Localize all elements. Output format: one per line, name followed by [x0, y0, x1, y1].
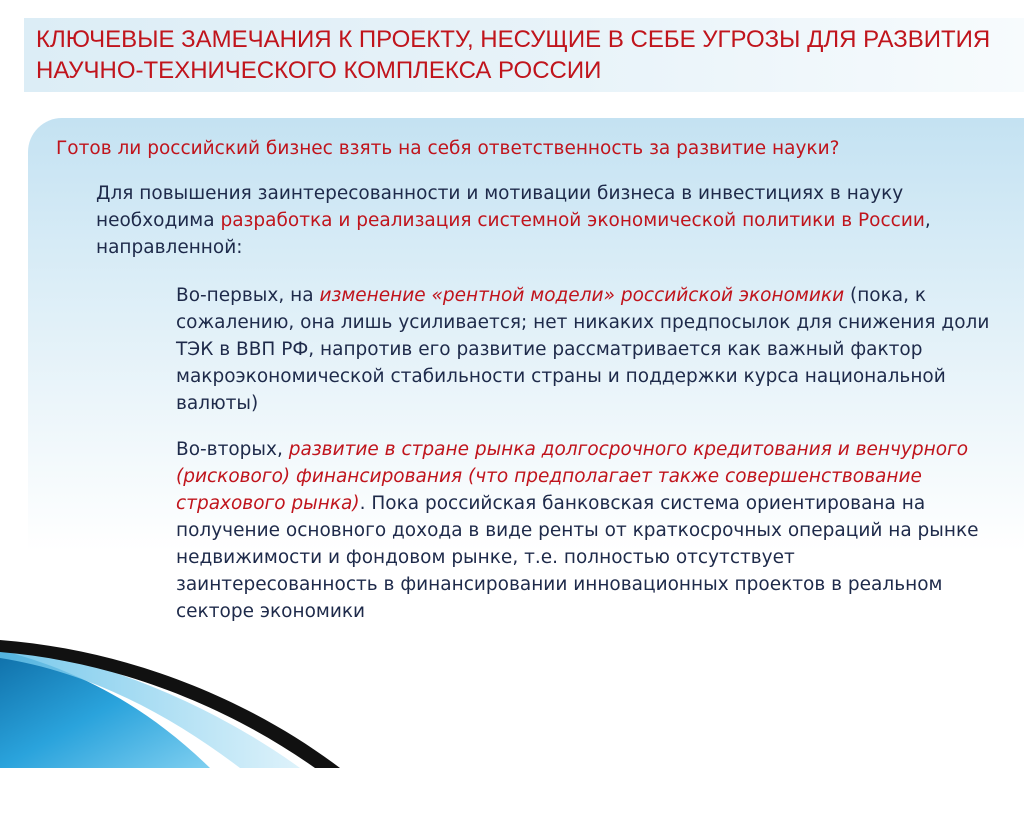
paragraph-2-intro: Во-первых, на [176, 285, 320, 306]
question-heading: Готов ли российский бизнес взять на себя ответственность за развитие науки? [56, 138, 840, 159]
paragraph-3-tail: . Пока российская банковская система ориентирована на получение основного дохода в виде ренты от краткосрочных операций на рынке недвижимости и фондовом рынке, т.е. полностью отсутствует заинтересованность в финансировании инновационных проектов в реальном секторе экономики [176, 493, 979, 622]
paragraph-3-intro: Во-вторых, [176, 439, 289, 460]
paragraph-1-highlight: разработка и реализация системной экономической политики в России [220, 210, 925, 231]
slide-title: КЛЮЧЕВЫЕ ЗАМЕЧАНИЯ К ПРОЕКТУ, НЕСУЩИЕ В СЕБЕ УГРОЗЫ ДЛЯ РАЗВИТИЯ НАУЧНО-ТЕХНИЧЕСКОГО КОМПЛЕКСА РОССИИ [36, 26, 991, 84]
paragraph-1-intro: Для повышения заинтересованности и мотивации бизнеса в инвестициях в науку необходима [96, 183, 904, 231]
paragraph-1-tail: , направленной: [96, 210, 931, 258]
paragraph-2-highlight: изменение «рентной модели» российской экономики [319, 285, 845, 306]
paragraph-2-tail: (пока, к сожалению, она лишь усиливается; нет никаких предпосылок для снижения доли ТЭК в ВВП РФ, напротив его развитие рассматривается как важный фактор макроэкономической стабильности страны и поддержки курса национальной валюты) [176, 285, 990, 414]
paragraph-3-highlight: развитие в стране рынка долгосрочного кредитования и венчурного (рискового) финансирования (что предполагает также совершенствование страхового рынка) [176, 439, 969, 514]
